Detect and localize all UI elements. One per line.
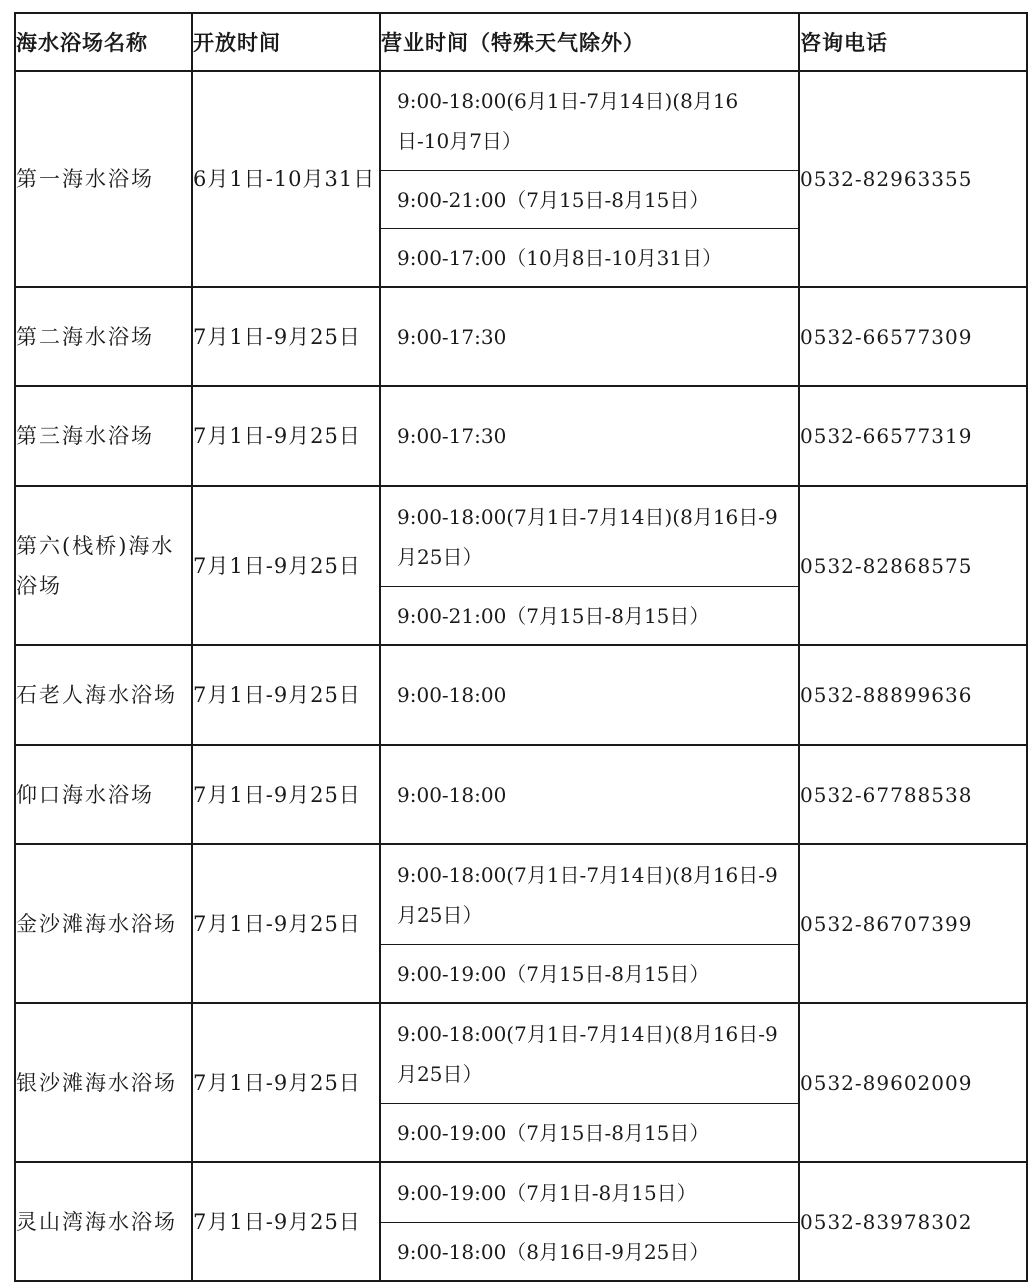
business-hours-entry: 9:00-17:30 bbox=[397, 424, 507, 448]
business-hours-entry: 9:00-21:00（7月15日-8月15日） bbox=[381, 170, 798, 228]
beach-name-cell: 石老人海水浴场 bbox=[15, 645, 192, 745]
open-period-cell: 7月1日-9月25日 bbox=[192, 745, 380, 844]
open-period-cell: 7月1日-9月25日 bbox=[192, 1162, 380, 1281]
phone-cell: 0532-86707399 bbox=[799, 844, 1027, 1003]
header-beach-name: 海水浴场名称 bbox=[15, 13, 192, 71]
open-period-cell: 7月1日-9月25日 bbox=[192, 844, 380, 1003]
business-hours-cell bbox=[380, 287, 799, 386]
business-hours-entry: 9:00-18:00(7月1日-7月14日)(8月16日-9月25日） bbox=[397, 862, 778, 927]
open-period-cell: 7月1日-9月25日 bbox=[192, 287, 380, 386]
business-hours-cell bbox=[380, 1162, 799, 1281]
beach-name-cell: 第三海水浴场 bbox=[15, 386, 192, 486]
beach-name-cell: 金沙滩海水浴场 bbox=[15, 844, 192, 1003]
phone-cell: 0532-89602009 bbox=[799, 1003, 1027, 1162]
business-hours-entry: 9:00-17:00（10月8日-10月31日） bbox=[381, 228, 798, 286]
business-hours-cell bbox=[380, 1003, 799, 1162]
header-phone: 咨询电话 bbox=[799, 13, 1027, 71]
business-hours-entry: 9:00-21:00（7月15日-8月15日） bbox=[381, 586, 798, 644]
open-period-cell: 7月1日-9月25日 bbox=[192, 1003, 380, 1162]
header-business-hours: 营业时间（特殊天气除外） bbox=[380, 13, 799, 71]
phone-cell: 0532-82963355 bbox=[799, 71, 1027, 287]
table-row bbox=[15, 645, 1027, 745]
table-row bbox=[15, 844, 1027, 1003]
phone-cell: 0532-67788538 bbox=[799, 745, 1027, 844]
business-hours-entry: 9:00-18:00(7月1日-7月14日)(8月16日-9月25日） bbox=[397, 1021, 778, 1086]
phone-cell: 0532-66577319 bbox=[799, 386, 1027, 486]
table-row bbox=[15, 745, 1027, 844]
beach-name-cell: 银沙滩海水浴场 bbox=[15, 1003, 192, 1162]
beach-schedule-table bbox=[14, 12, 1028, 1282]
table-row bbox=[15, 71, 1027, 287]
beach-name-cell: 第一海水浴场 bbox=[15, 71, 192, 287]
header-row bbox=[15, 13, 1027, 71]
table-row bbox=[15, 386, 1027, 486]
business-hours-cell bbox=[380, 71, 799, 287]
phone-cell: 0532-82868575 bbox=[799, 486, 1027, 645]
table-body bbox=[15, 71, 1027, 1281]
business-hours-entry: 9:00-19:00（7月15日-8月15日） bbox=[381, 1103, 798, 1161]
phone-cell: 0532-66577309 bbox=[799, 287, 1027, 386]
open-period-cell: 7月1日-9月25日 bbox=[192, 486, 380, 645]
business-hours-entry: 9:00-18:00(7月1日-7月14日)(8月16日-9月25日） bbox=[397, 504, 778, 569]
beach-name-cell: 第六(栈桥)海水浴场 bbox=[15, 486, 192, 645]
business-hours-entry: 9:00-18:00(6月1日-7月14日)(8月16日-10月7日） bbox=[397, 89, 739, 153]
open-period-cell: 7月1日-9月25日 bbox=[192, 386, 380, 486]
beach-name-cell: 第二海水浴场 bbox=[15, 287, 192, 386]
open-period-cell: 7月1日-9月25日 bbox=[192, 645, 380, 745]
business-hours-entry: 9:00-17:30 bbox=[397, 324, 507, 349]
business-hours-entry: 9:00-19:00（7月15日-8月15日） bbox=[381, 944, 798, 1002]
header-open-period: 开放时间 bbox=[192, 13, 380, 71]
beach-name-cell: 灵山湾海水浴场 bbox=[15, 1162, 192, 1281]
table-row bbox=[15, 287, 1027, 386]
business-hours-entry: 9:00-19:00（7月1日-8月15日） bbox=[397, 1180, 697, 1205]
table-row bbox=[15, 1003, 1027, 1162]
business-hours-entry: 9:00-18:00 bbox=[397, 782, 507, 807]
business-hours-entry: 9:00-18:00 bbox=[397, 683, 507, 707]
business-hours-entry: 9:00-18:00（8月16日-9月25日） bbox=[381, 1222, 798, 1280]
open-period-cell: 6月1日-10月31日 bbox=[192, 71, 380, 287]
business-hours-cell bbox=[380, 386, 799, 486]
beach-name-cell: 仰口海水浴场 bbox=[15, 745, 192, 844]
table-row bbox=[15, 1162, 1027, 1281]
business-hours-cell bbox=[380, 486, 799, 645]
business-hours-cell bbox=[380, 745, 799, 844]
phone-cell: 0532-88899636 bbox=[799, 645, 1027, 745]
phone-cell: 0532-83978302 bbox=[799, 1162, 1027, 1281]
table-row bbox=[15, 486, 1027, 645]
business-hours-cell bbox=[380, 844, 799, 1003]
business-hours-cell bbox=[380, 645, 799, 745]
